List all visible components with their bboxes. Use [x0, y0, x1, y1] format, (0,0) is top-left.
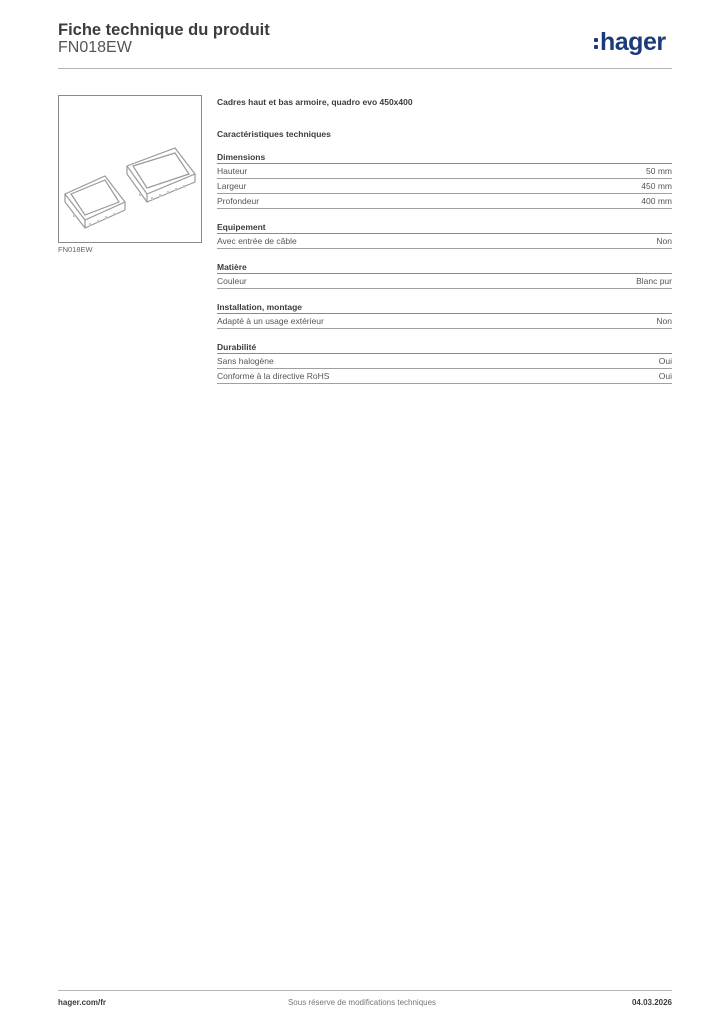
footer-divider — [58, 990, 672, 991]
spec-group — [217, 301, 672, 329]
spec-row — [217, 179, 672, 194]
spec-group-title: Installation, montage — [217, 301, 672, 314]
spec-label: Sans halogène — [217, 356, 274, 366]
spec-label: Profondeur — [217, 196, 260, 206]
spec-label: Hauteur — [217, 166, 248, 176]
spec-group — [217, 221, 672, 249]
spec-value: Oui — [658, 356, 672, 366]
spec-value: 50 mm — [646, 166, 672, 176]
footer-disclaimer: Sous réserve de modifications techniques — [287, 998, 437, 1007]
spec-value: 400 mm — [641, 196, 672, 206]
image-caption: FN018EW — [58, 245, 93, 254]
spec-row — [217, 234, 672, 249]
logo-text: hager — [600, 28, 666, 56]
spec-group-title: Matière — [217, 261, 672, 274]
spec-value: Blanc pur — [636, 276, 672, 286]
spec-sheet — [217, 95, 672, 384]
logo-dots-icon — [594, 33, 598, 51]
characteristics-title: Caractéristiques techniques — [217, 129, 331, 139]
spec-group-title: Durabilité — [217, 341, 672, 354]
spec-row — [217, 314, 672, 329]
spec-label: Conforme à la directive RoHS — [217, 371, 330, 381]
spec-group — [217, 341, 672, 384]
footer-website-link[interactable]: hager.com/fr — [58, 998, 107, 1007]
spec-label: Couleur — [217, 276, 247, 286]
page-title: Fiche technique du produit — [58, 21, 270, 39]
product-reference: FN018EW — [58, 39, 132, 56]
footer-date: 04.03.2026 — [631, 998, 672, 1007]
spec-row — [217, 354, 672, 369]
product-image — [58, 95, 202, 243]
spec-row — [217, 164, 672, 179]
spec-group — [217, 261, 672, 289]
spec-value: 450 mm — [641, 181, 672, 191]
spec-value: Oui — [658, 371, 672, 381]
spec-group-title: Equipement — [217, 221, 672, 234]
spec-group — [217, 151, 672, 209]
spec-label: Largeur — [217, 181, 247, 191]
spec-label: Adapté à un usage extérieur — [217, 316, 324, 326]
product-name: Cadres haut et bas armoire, quadro evo 450x400 — [217, 97, 413, 107]
header-divider — [58, 68, 672, 69]
spec-group-title: Dimensions — [217, 151, 672, 164]
spec-value: Non — [656, 316, 672, 326]
spec-label: Avec entrée de câble — [217, 236, 297, 246]
spec-value: Non — [656, 236, 672, 246]
spec-groups — [217, 151, 672, 384]
hager-logo[interactable] — [594, 28, 666, 57]
spec-row — [217, 274, 672, 289]
product-photo-frames-icon — [59, 96, 201, 242]
spec-row — [217, 194, 672, 209]
spec-row — [217, 369, 672, 384]
